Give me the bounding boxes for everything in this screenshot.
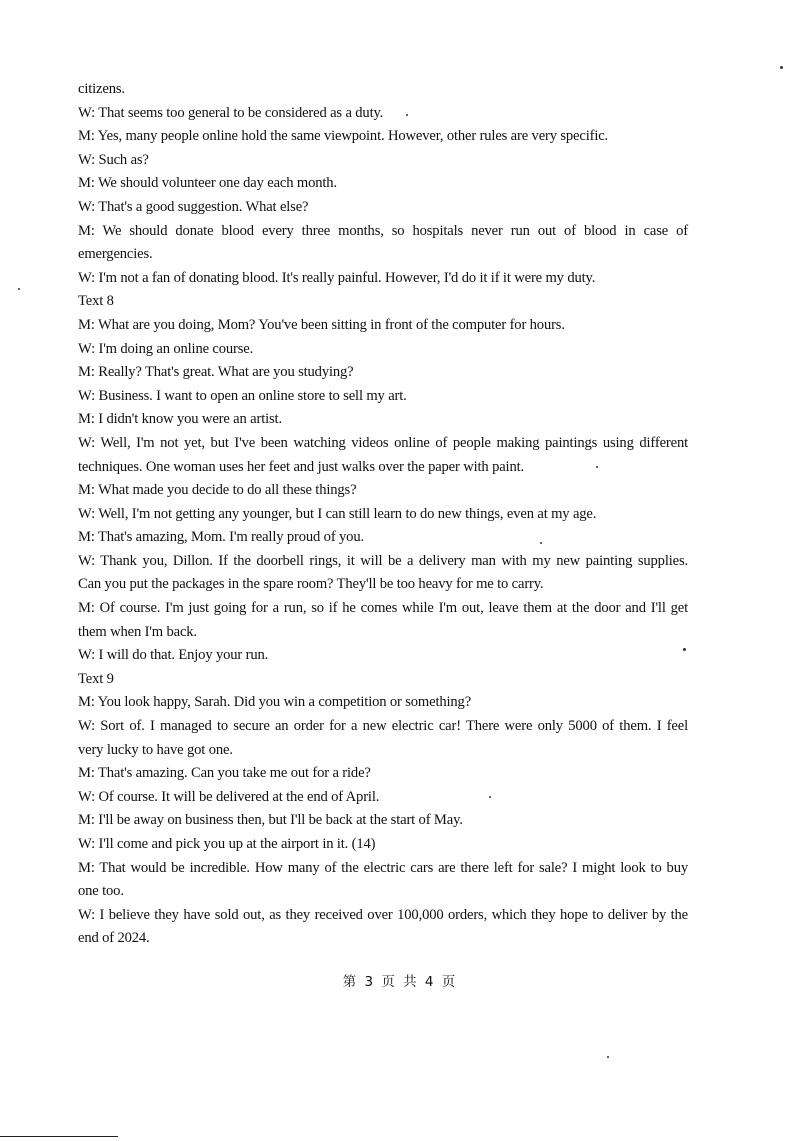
transcript-line: W: Well, I'm not yet, but I've been watching videos online of people making paintings using different (78, 434, 688, 451)
transcript-line: M: You look happy, Sarah. Did you win a competition or something? (78, 694, 472, 711)
transcript-line: W: That's a good suggestion. What else? (78, 198, 309, 215)
transcript-line: M: We should donate blood every three months, so hospitals never run out of blood in case of (78, 222, 688, 239)
transcript-line: citizens. (78, 81, 125, 97)
transcript-line: W: Well, I'm not getting any younger, but I can still learn to do new things, even at my age. (78, 505, 597, 522)
transcript-line: M: What made you decide to do all these things? (78, 482, 357, 499)
transcript-line: techniques. One woman uses her feet and just walks over the paper with paint. (78, 458, 524, 475)
transcript-line: W: Such as? (78, 151, 149, 168)
scan-speck (18, 288, 20, 290)
transcript-line: Can you put the packages in the spare room? They'll be too heavy for me to carry. (78, 576, 544, 593)
transcript-line: M: That's amazing, Mom. I'm really proud of you. (78, 529, 364, 546)
transcript-line: M: That's amazing. Can you take me out for a ride? (78, 765, 371, 782)
transcript-line: emergencies. (78, 246, 153, 263)
transcript-line: W: I'll come and pick you up at the airport in it. (14) (78, 836, 376, 852)
transcript-line: very lucky to have got one. (78, 741, 233, 758)
transcript-line: W: Business. I want to open an online store to sell my art. (78, 387, 407, 404)
bottom-rule (0, 1136, 118, 1137)
transcript-line: one too. (78, 883, 124, 900)
scan-speck (406, 114, 408, 116)
transcript-line: W: I believe they have sold out, as they received over 100,000 orders, which they hope to deliver by the (78, 906, 688, 923)
transcript-line: M: I'll be away on business then, but I'll be back at the start of May. (78, 812, 463, 829)
transcript-line: W: Thank you, Dillon. If the doorbell rings, it will be a delivery man with my new painting supplies. (78, 552, 688, 569)
transcript-line: M: What are you doing, Mom? You've been sitting in front of the computer for hours. (78, 316, 565, 333)
transcript-line: M: Yes, many people online hold the same viewpoint. However, other rules are very specific. (78, 128, 609, 145)
page-number-footer: 第 3 页 共 4 页 (342, 974, 458, 990)
transcript-line: M: We should volunteer one day each month. (78, 175, 337, 192)
transcript-line: M: Of course. I'm just going for a run, so if he comes while I'm out, leave them at the door and I'll get (78, 600, 688, 617)
transcript-line: end of 2024. (78, 930, 150, 947)
scan-speck (596, 466, 598, 468)
transcript-line: M: I didn't know you were an artist. (78, 411, 282, 428)
scan-speck (540, 542, 542, 544)
section-heading: Text 9 (78, 670, 114, 687)
scan-speck (607, 1056, 609, 1058)
transcript-line: M: That would be incredible. How many of the electric cars are there left for sale? I might look to buy (78, 859, 688, 876)
scan-speck (780, 66, 783, 69)
transcript-line: W: I will do that. Enjoy your run. (78, 647, 269, 664)
transcript-line: W: Of course. It will be delivered at the end of April. (78, 788, 380, 805)
transcript-line: M: Really? That's great. What are you studying? (78, 364, 354, 381)
transcript-line: them when I'm back. (78, 623, 197, 640)
transcript-line: W: I'm not a fan of donating blood. It's really painful. However, I'd do it if it were my duty. (78, 269, 596, 286)
section-heading: Text 8 (78, 293, 114, 310)
transcript-line: W: That seems too general to be considered as a duty. (78, 104, 384, 121)
transcript-line: W: Sort of. I managed to secure an order for a new electric car! There were only 5000 of them. I feel (78, 718, 688, 735)
scan-speck (489, 796, 491, 798)
transcript-line: W: I'm doing an online course. (78, 340, 254, 357)
scan-speck (683, 648, 686, 651)
transcript-body (78, 78, 688, 951)
